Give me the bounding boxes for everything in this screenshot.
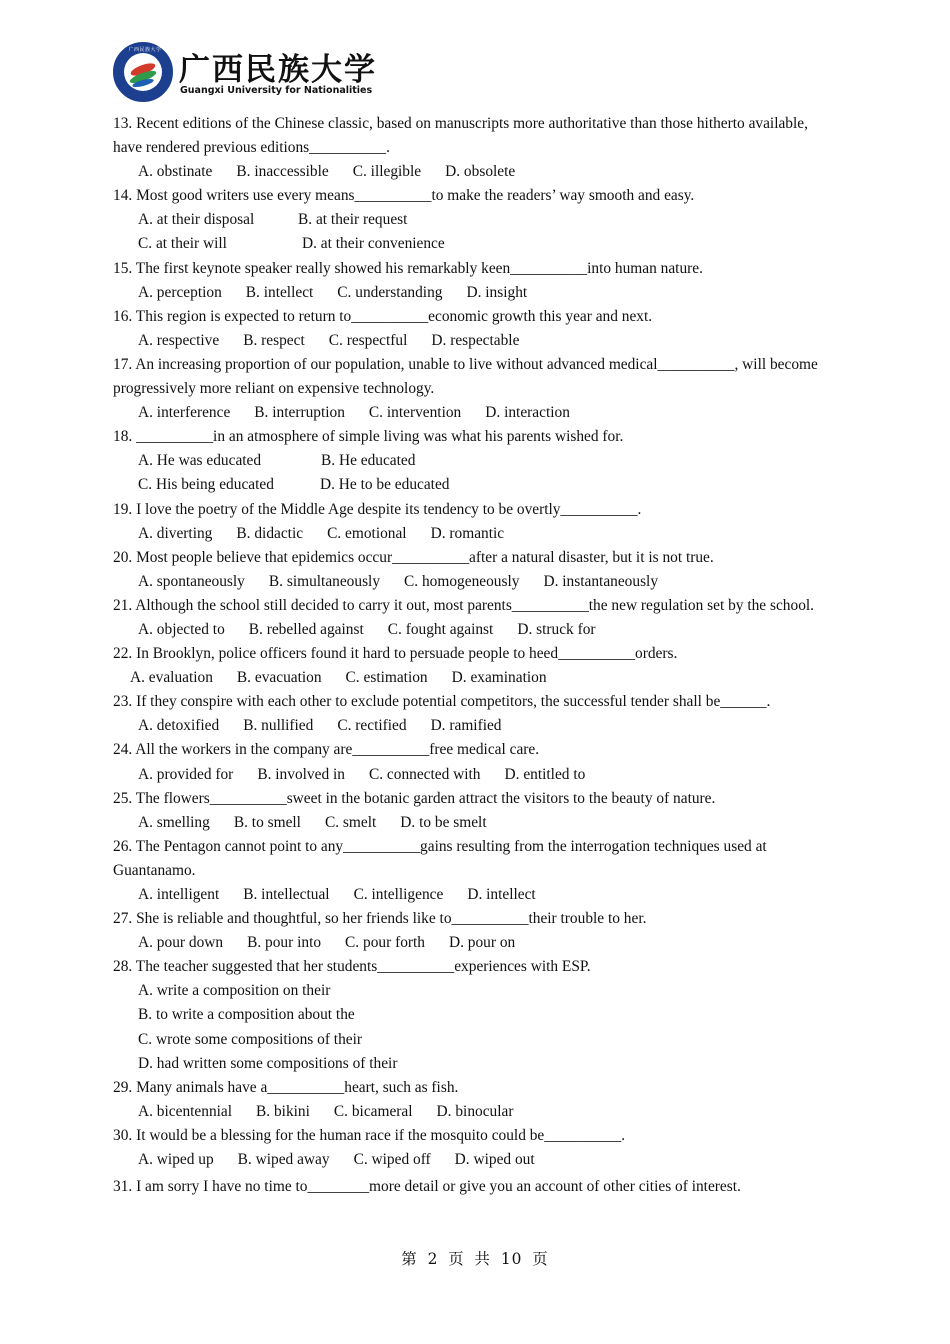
document-header [113,42,513,104]
option-b: B. wiped away [237,1151,330,1169]
option-b: B. pour into [247,934,322,952]
option-d: D. instantaneously [543,572,659,590]
option-b: B. He educated [321,452,416,470]
option-d: D. insight [466,283,528,301]
page-number: 第 2 页 共 10 页 [401,1250,549,1268]
option-a: A. bicentennial [138,1102,233,1120]
option-d: D. to be smelt [400,813,487,831]
option-b: B. at their request [298,211,408,229]
question-17-options [113,401,833,425]
question-26: 26. The Pentagon cannot point to any__________gains resulting from the interrogation techniques used at Guantanamo. [113,837,767,879]
option-d: D. wiped out [454,1151,535,1169]
question-31: 31. I am sorry I have no time to________more detail or give you an account of other cities of interest. [113,1178,741,1196]
question-16: 16. This region is expected to return to__________economic growth this year and next. [113,307,653,325]
question-24: 24. All the workers in the company are__________free medical care. [113,741,540,759]
question-21-options [113,618,833,642]
option-a: A. provided for [138,765,234,783]
option-a: A. detoxified [138,717,220,735]
option-b: B. evacuation [236,669,322,687]
option-c: C. fought against [387,620,494,638]
question-15: 15. The first keynote speaker really showed his remarkably keen__________into human nature. [113,259,703,277]
question-27-options [113,931,833,955]
question-23: 23. If they conspire with each other to exclude potential competitors, the successful tender shall be______. [113,693,771,711]
option-c: C. pour forth [345,934,425,952]
option-c: C. connected with [368,765,481,783]
question-22-options [113,666,833,690]
option-c: C. emotional [327,524,407,542]
question-29-options [113,1100,833,1124]
option-a: A. evaluation [130,669,213,687]
option-c: C. rectified [337,717,407,735]
question-28: 28. The teacher suggested that her students__________experiences with ESP. [113,958,591,976]
option-c: C. intelligence [353,886,444,903]
option-d: D. romantic [430,524,505,542]
option-a: A. He was educated [138,452,262,470]
option-c: C. His being educated [138,476,274,494]
question-14-options-row1 [113,208,833,232]
question-20-options [113,570,833,594]
option-c: C. wiped off [353,1151,431,1169]
option-a: A. intelligent [138,886,220,903]
question-25: 25. The flowers__________sweet in the botanic garden attract the visitors to the beauty of nature. [113,789,716,807]
question-16-options [113,329,833,353]
option-a: A. smelling [138,813,210,831]
question-24-options [113,763,833,787]
option-a: A. wiped up [138,1151,214,1169]
question-18-options-row1 [113,449,833,473]
option-c: C. intervention [368,404,462,422]
option-d: D. binocular [436,1102,514,1120]
question-14: 14. Most good writers use every means__________to make the readers’ way smooth and easy. [113,187,695,205]
option-d: D. ramified [430,717,502,735]
option-d: D. examination [451,669,547,687]
logo-emblem-icon [124,53,162,91]
option-a: A. spontaneously [138,572,245,590]
option-d: D. obsolete [445,163,516,181]
option-c: C. respectful [328,331,408,349]
question-13: 13. Recent editions of the Chinese classic, based on manuscripts more authoritative than those hitherto available, have rendered previous editions__________. [113,115,808,157]
option-d: D. He to be educated [320,476,450,494]
option-a: A. interference [138,404,231,422]
question-28-option-c: C. wrote some compositions of their [138,1030,362,1048]
question-25-options [113,811,833,835]
question-21: 21. Although the school still decided to carry it out, most parents__________the new regulation set by the school. [113,596,815,614]
option-a: A. obstinate [138,163,213,181]
option-d: D. struck for [517,620,596,638]
option-b: B. nullified [243,717,314,735]
question-26-options [113,883,833,907]
option-b: B. inaccessible [236,163,329,181]
question-19-options [113,522,833,546]
option-b: B. rebelled against [248,620,364,638]
option-b: B. respect [243,331,305,349]
question-15-options [113,281,833,305]
option-a: A. pour down [138,934,224,952]
option-d: D. respectable [431,331,520,349]
option-a: A. objected to [138,620,225,638]
question-13-options [113,160,833,184]
option-c: C. understanding [337,283,443,301]
option-d: D. interaction [485,404,570,422]
university-name-cn: 广西民族大学 [179,52,377,88]
option-c: C. at their will [138,235,227,253]
option-b: B. simultaneously [268,572,381,590]
option-d: D. at their convenience [302,235,445,253]
university-logo [113,42,173,102]
option-d: D. entitled to [504,765,586,783]
university-name-en: Guangxi University for Nationalities [180,85,373,96]
question-20: 20. Most people believe that epidemics occur__________after a natural disaster, but it is not true. [113,548,714,566]
option-a: A. at their disposal [138,211,255,229]
question-28-option-d: D. had written some compositions of their [138,1054,398,1072]
option-c: C. smelt [324,813,377,831]
logo-ring-text: 广西民族大学 [128,47,162,53]
option-c: C. illegible [352,163,422,181]
question-18-options-row2 [113,473,833,497]
option-b: B. involved in [257,765,345,783]
question-18: 18. __________in an atmosphere of simple living was what his parents wished for. [113,428,624,446]
option-b: B. intellectual [243,886,330,903]
question-22: 22. In Brooklyn, police officers found it hard to persuade people to heed__________orders. [113,645,678,663]
question-14-options-row2 [113,232,833,256]
question-list [113,112,833,1199]
option-c: C. estimation [345,669,428,687]
question-19: 19. I love the poetry of the Middle Age despite its tendency to be overtly__________. [113,500,642,518]
question-29: 29. Many animals have a__________heart, such as fish. [113,1078,459,1096]
option-b: B. to smell [233,813,301,831]
question-17: 17. An increasing proportion of our population, unable to live without advanced medical__________, will become progressively more reliant on expensive technology. [113,355,818,398]
question-27: 27. She is reliable and thoughtful, so her friends like to__________their trouble to her. [113,910,647,928]
question-28-option-b: B. to write a composition about the [138,1006,355,1024]
option-a: A. perception [138,283,222,301]
option-c: C. bicameral [333,1102,413,1120]
option-a: A. diverting [138,524,213,542]
option-a: A. respective [138,331,220,349]
option-c: C. homogeneously [404,572,520,590]
option-b: B. bikini [256,1102,310,1120]
option-b: B. intellect [245,283,314,301]
option-d: D. pour on [448,934,516,952]
option-b: B. didactic [236,524,304,542]
question-30: 30. It would be a blessing for the human race if the mosquito could be__________. [113,1126,626,1144]
option-d: D. intellect [467,886,536,903]
question-28-option-a: A. write a composition on their [138,982,331,1000]
option-b: B. interruption [254,404,345,422]
question-23-options [113,714,833,738]
question-30-options [113,1148,833,1172]
